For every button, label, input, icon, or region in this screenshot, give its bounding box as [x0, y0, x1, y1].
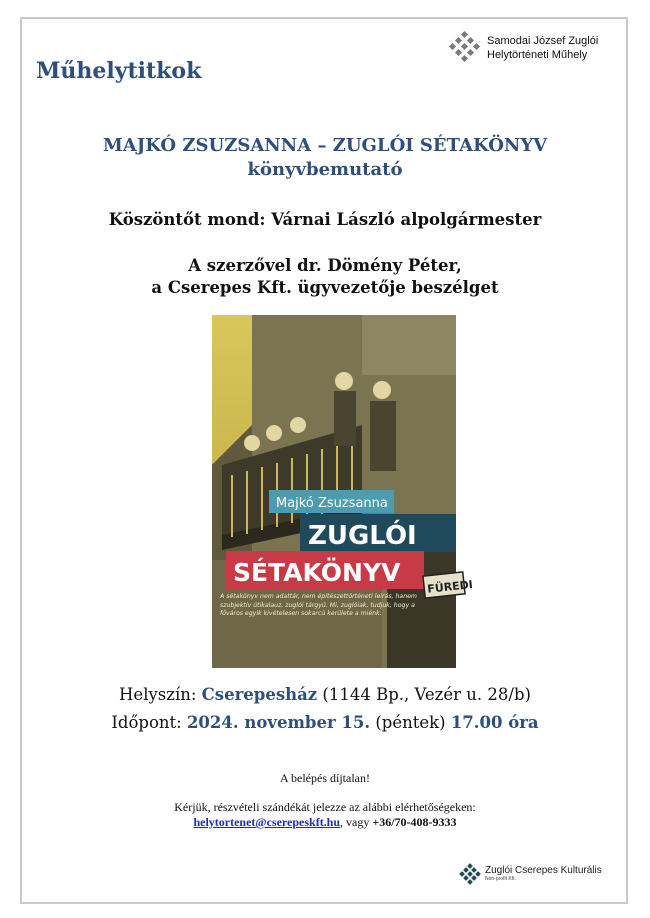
book-cover-illustration — [212, 315, 474, 668]
talk-info — [0, 255, 650, 299]
location-name: Cserepesház — [201, 685, 318, 704]
org-header — [447, 31, 598, 65]
series-title: Műhelytitkok — [36, 58, 202, 84]
sponsor-name: Zuglói Cserepes Kulturális — [485, 865, 602, 876]
org-name-line1: Samodai József Zuglói — [487, 35, 599, 47]
cover-author: Majkó Zsuzsanna — [276, 496, 388, 511]
sponsor-sub: Non-profit Kft. — [485, 876, 516, 882]
book-cover-image — [212, 315, 474, 668]
talk-line1: A szerzővel dr. Dömény Péter, — [188, 256, 462, 275]
org-logo-icon — [447, 31, 481, 65]
sponsor-logo — [459, 863, 602, 885]
location-line — [0, 685, 650, 704]
talk-line2: a Cserepes Kft. ügyvezetője beszélget — [151, 278, 499, 297]
contact-email-link[interactable]: helytortenet@cserepeskft.hu — [193, 815, 341, 829]
free-entry-note: A belépés díjtalan! — [280, 771, 370, 785]
event-hour: 17.00 óra — [450, 713, 539, 732]
registration-info — [0, 800, 650, 830]
event-title-line2: könyvbemutató — [247, 159, 403, 180]
sponsor-logo-icon — [459, 863, 481, 885]
event-title-line1: MAJKÓ ZSUZSANNA – ZUGLÓI SÉTAKÖNYV — [102, 135, 548, 156]
cover-title-line2: SÉTAKÖNYV — [233, 558, 401, 587]
org-name-line2: Helytörténeti Műhely — [487, 49, 588, 61]
time-line — [0, 713, 650, 732]
greeting-line: Köszöntőt mond: Várnai László alpolgármester — [108, 210, 542, 229]
location-address: (1144 Bp., Vezér u. 28/b) — [317, 685, 531, 704]
cover-title-line1: ZUGLÓI — [308, 521, 417, 551]
contact-phone: +36/70-408-9333 — [372, 815, 457, 829]
contact-line — [0, 815, 650, 830]
event-date: 2024. november 15. — [186, 713, 371, 732]
event-weekday: (péntek) — [370, 713, 451, 732]
location-label: Helyszín: — [119, 685, 202, 704]
cover-blurb: A sétakönyv nem adattár, nem építészettörténeti leírás, hanem szubjektív útikalauz, zuglói tárgyú. Mi, zuglóiak, tudjuk, hogy a főváros egyik kivételesen sokarcú kerülete a miénk. — [220, 593, 417, 618]
contact-separator: , vagy — [340, 815, 373, 829]
time-label: Időpont: — [111, 713, 187, 732]
cover-street-sign: FÜREDI — [426, 578, 474, 596]
event-title — [0, 134, 650, 182]
registration-request: Kérjük, részvételi szándékát jelezze az alábbi elérhetőségeken: — [174, 800, 476, 814]
